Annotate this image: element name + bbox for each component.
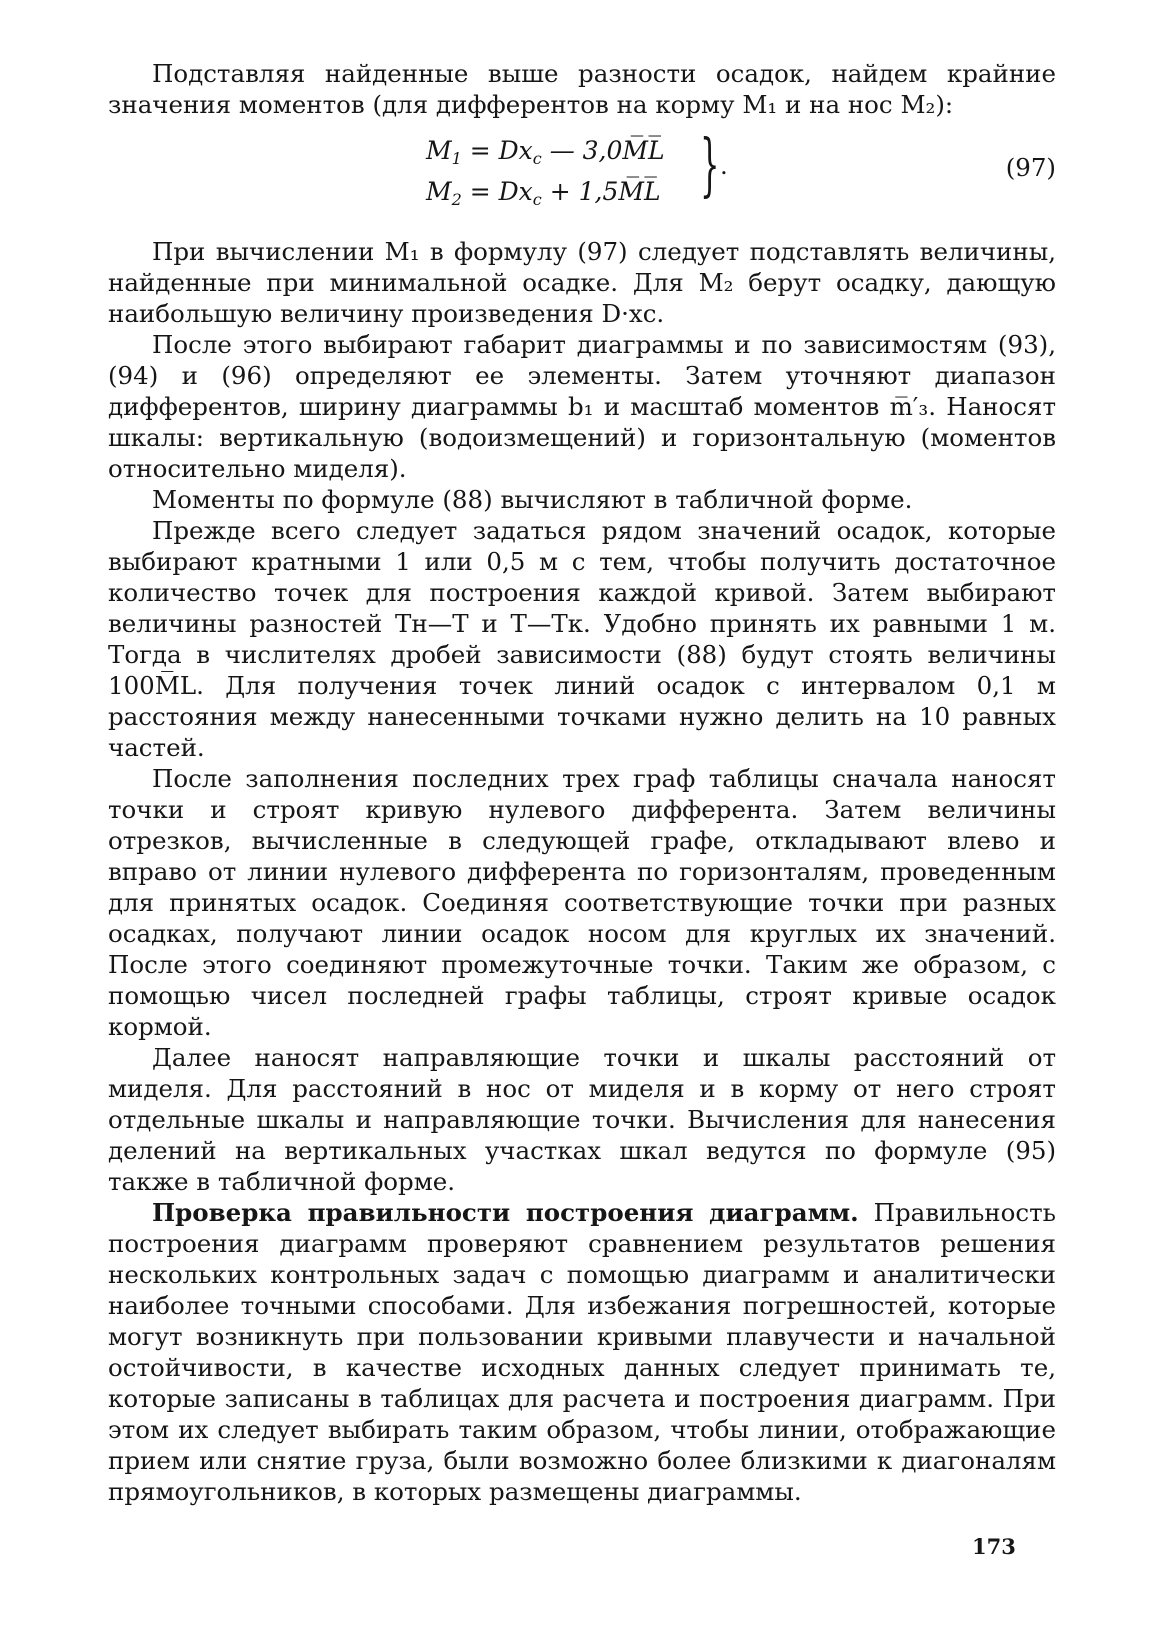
formula-line-m2: $M_2 = Dx_c$ + 1,5M̅L̅ — [426, 177, 661, 209]
formula-line-m1: $M_1 = Dx_c$ — 3,0M̅L̅ — [426, 136, 665, 168]
paragraph-diagram-check — [108, 1197, 1056, 1507]
run-in-heading: Проверка правильности построения диаграмм. — [152, 1198, 859, 1227]
paragraph-intro: Подставляя найденные выше разности осадок, найдем крайние значения моментов (для дифферентов на корму M₁ и на нос M₂): — [108, 59, 1056, 119]
paragraph-zero-trim-curve: После заполнения последних трех граф таблицы сначала наносят точки и строят кривую нулевого дифферента. Затем величины отрезков, вычисленные в следующей графе, откладывают влево и вправо от линии нулевого дифферента по горизонталям, проведенным для принятых осадок. Соединяя соответствующие точки при разных осадках, получают линии осадок носом для круглых их значений. После этого соединяют промежуточные точки. Таким же образом, с помощью чисел последней графы таблицы, строят кривые осадок кормой. — [108, 764, 1056, 1041]
paragraph-distance-scales: Далее наносят направляющие точки и шкалы расстояний от миделя. Для расстояний в нос от миделя и в корму от него строят отдельные шкалы и направляющие точки. Вычисления для нанесения делений на вертикальных участках шкал ведутся по формуле (95) также в табличной форме. — [108, 1043, 1056, 1196]
formula-dot: . — [720, 151, 728, 180]
paragraph-diagram-check-text: Правильность построения диаграмм проверяют сравнением результатов решения нескольких контрольных задач с помощью диаграмм и аналитически наиболее точными способами. Для избежания погрешностей, которые могут возникнуть при пользовании кривыми плавучести и начальной остойчивости, в качестве исходных данных следует принимать те, которые записаны в таблицах для расчета и построения диаграмм. При этом их следует выбирать таким образом, чтобы линии, отображающие прием или снятие груза, были возможно более близкими к диагоналям прямоугольников, в которых размещены диаграммы. — [108, 1198, 1056, 1506]
formula-brace: } — [700, 126, 720, 205]
page-body — [108, 58, 1056, 1507]
paragraph-m1-calculation: При вычислении M₁ в формулу (97) следует подставлять величины, найденные при минимальной осадке. Для M₂ берут осадку, дающую наибольшую величину произведения D·xc. — [108, 237, 1056, 328]
formula-lines — [426, 134, 665, 216]
paragraph-diagram-dimensions: После этого выбирают габарит диаграммы и по зависимостям (93), (94) и (96) определяют ее элементы. Затем уточняют диапазон дифферентов, ширину диаграммы b₁ и масштаб моментов m̅′₃. Наносят шкалы: вертикальную (водоизмещений) и горизонтальную (моментов относительно миделя). — [108, 330, 1056, 483]
paragraph-draft-values: Прежде всего следует задаться рядом значений осадок, которые выбирают кратными 1 или 0,5 м с тем, чтобы получить достаточное количество точек для построения каждой кривой. Затем выбирают величины разностей Tн—T и T—Tк. Удобно принять их равными 1 м. Тогда в числителях дробей зависимости (88) будут стоять величины 100M̅L. Для получения точек линий осадок с интервалом 0,1 м расстояния между нанесенными точками нужно делить на 10 равных частей. — [108, 516, 1056, 762]
formula-97 — [108, 126, 1056, 222]
paragraph-moments-table: Моменты по формуле (88) вычисляют в табличной форме. — [152, 485, 913, 514]
page-number: 173 — [972, 1534, 1016, 1559]
formula-number: (97) — [1005, 153, 1056, 182]
